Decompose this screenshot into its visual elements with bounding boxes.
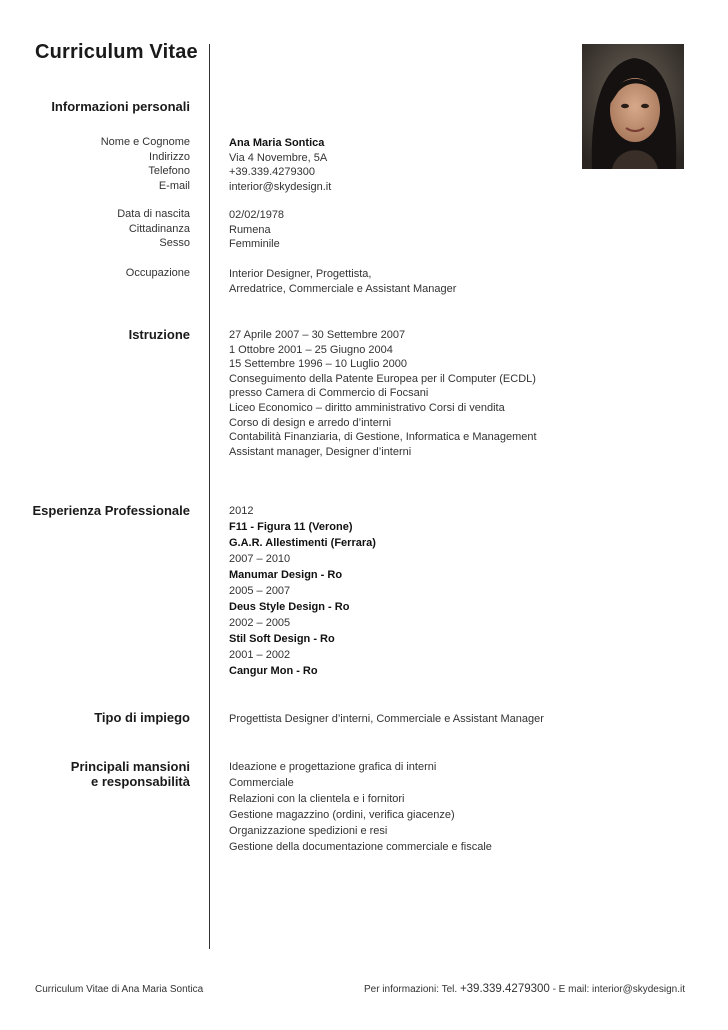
education-line: 15 Settembre 1996 – 10 Luglio 2000 [229,358,407,371]
experience-line: 2001 – 2002 [229,649,291,661]
education-list [229,328,537,459]
education-line: Contabilità Finanziaria, di Gestione, Informatica e Management [229,431,537,444]
experience-line: 2002 – 2005 [229,617,291,629]
education-line: 1 Ottobre 2001 – 25 Giugno 2004 [229,343,393,356]
duty-line: Organizzazione spedizioni e resi [229,825,388,837]
experience-line: G.A.R. Allestimenti (Ferrara) [229,537,376,549]
experience-line: 2005 – 2007 [229,585,291,597]
value-birthdate: 02/02/1978 [229,209,285,221]
label-address: Indirizzo [149,150,190,163]
footer-contact-prefix: Per informazioni: Tel. [363,984,460,995]
experience-line: 2007 – 2010 [229,553,291,565]
duty-line: Relazioni con la clientela e i fornitori [229,793,405,805]
duty-line: Gestione della documentazione commerciale e fiscale [229,841,492,853]
value-email: interior@skydesign.it [229,180,332,193]
education-line: Conseguimento della Patente Europea per il Computer (ECDL) [229,372,536,385]
personal-labels-1 [101,135,190,193]
duty-line: Commerciale [229,777,294,789]
experience-line: 2012 [229,505,254,517]
value-occupation [229,267,456,296]
experience-line: F11 - Figura 11 (Verone) [229,521,353,533]
label-phone: Telefono [148,165,190,178]
profile-photo [582,44,684,169]
occupation-line: Arredatrice, Commerciale e Assistant Manager [229,282,457,295]
value-citizenship: Rumena [229,223,271,236]
education-line: Corso di design e arredo d’interni [229,416,392,429]
personal-values-2 [229,208,284,252]
personal-values-1 [229,136,331,194]
page-title: Curriculum Vitae [35,41,198,63]
education-line: 27 Aprile 2007 – 30 Settembre 2007 [229,329,406,341]
personal-labels-2 [117,207,190,251]
label-citizenship: Cittadinanza [128,222,190,235]
footer-right [364,983,685,995]
experience-line: Deus Style Design - Ro [229,601,350,613]
experience-list [229,503,376,679]
education-line: Assistant manager, Designer d’interni [229,445,412,458]
personal-info-heading: Informazioni personali [51,99,190,114]
education-line: presso Camera di Commercio di Focsani [229,387,429,400]
experience-line: Stil Soft Design - Ro [229,633,335,645]
experience-line: Cangur Mon - Ro [229,665,318,677]
footer-email: - E mail: interior@skydesign.it [549,984,685,995]
job-type-value: Progettista Designer d’interni, Commerciale e Assistant Manager [229,713,544,725]
duty-line: Gestione magazzino (ordini, verifica giacenze) [229,809,455,821]
duty-line: Ideazione e progettazione grafica di interni [229,761,437,773]
duties-heading-line: e responsabilità [91,774,190,789]
label-occupation: Occupazione [125,267,190,279]
education-heading: Istruzione [128,327,190,342]
education-line: Liceo Economico – diritto amministrativo Corsi di vendita [229,401,505,414]
duties-list [229,759,492,855]
column-divider [209,44,210,949]
job-type-heading: Tipo di impiego [94,710,190,725]
footer-phone: +39.339.4279300 [459,983,550,995]
label-email: E-mail [158,179,190,192]
label-birthdate: Data di nascita [117,208,190,220]
label-sex: Sesso [159,237,190,250]
experience-heading: Esperienza Professionale [32,503,190,518]
experience-line: Manumar Design - Ro [229,569,343,581]
duties-heading-line: Principali mansioni [70,759,190,774]
label-name: Nome e Cognome [100,136,190,148]
value-phone: +39.339.4279300 [229,166,315,179]
value-name: Ana Maria Sontica [229,137,325,149]
value-address: Via 4 Novembre, 5A [229,151,328,164]
duties-heading [71,759,190,789]
footer-left: Curriculum Vitae di Ana Maria Sontica [35,984,204,995]
occupation-line: Interior Designer, Progettista, [229,268,372,280]
value-sex: Femminile [229,238,280,251]
portrait-photo-icon [582,44,684,169]
